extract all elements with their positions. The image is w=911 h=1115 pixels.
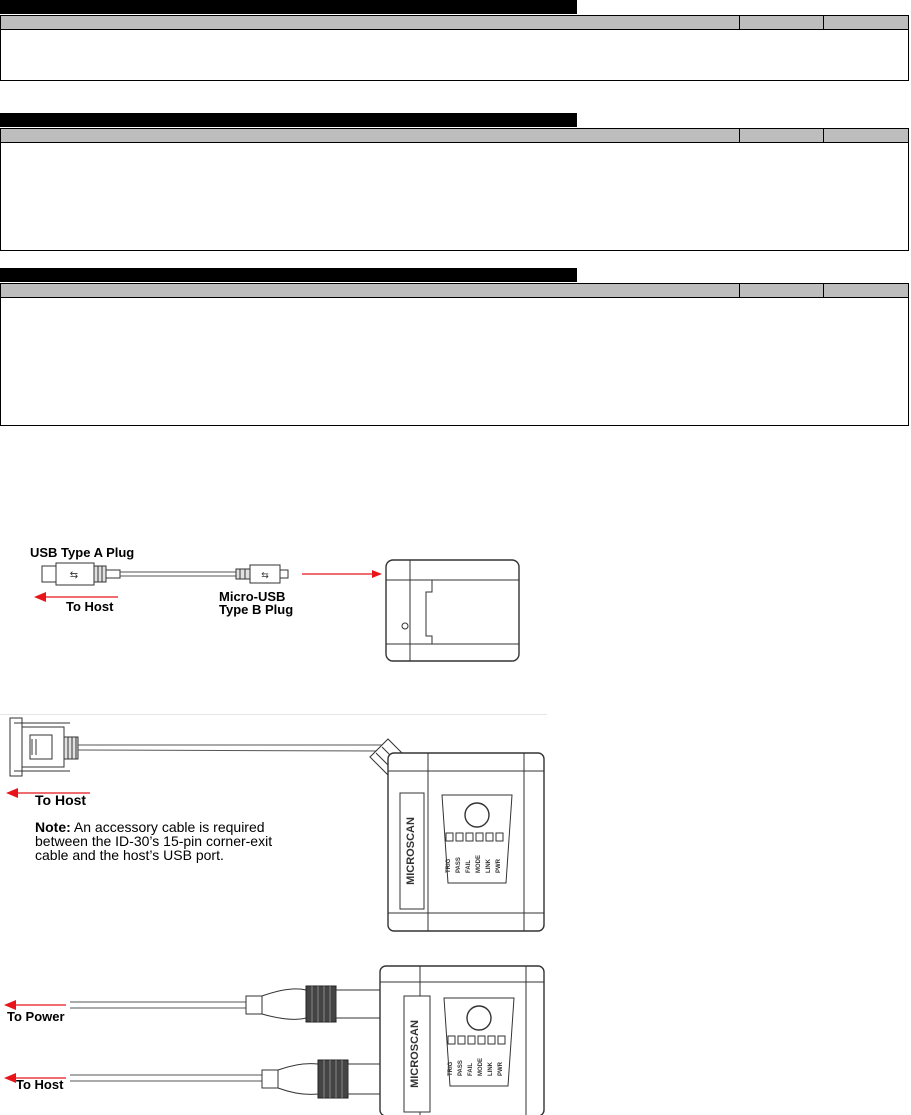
led-indicator <box>488 1036 495 1044</box>
note-line1: An accessory cable is required <box>70 819 265 835</box>
note-bold: Note: <box>35 819 71 835</box>
led-label: MODE <box>478 1058 484 1076</box>
serial-brand-text: MICROSCAN <box>405 817 417 885</box>
led-label: LINK <box>488 1062 494 1076</box>
to-power-label: To Power <box>7 1009 65 1024</box>
led-label: PASS <box>456 857 462 873</box>
header-col-divider <box>739 129 740 142</box>
section-1-title-bar <box>0 0 577 14</box>
section-3-title-bar <box>0 268 577 282</box>
led-indicator <box>446 833 453 841</box>
section-2-title-bar <box>0 113 577 127</box>
usb-cable-drawing <box>0 540 540 670</box>
led-label: LINK <box>486 859 492 873</box>
led-indicator <box>486 833 493 841</box>
led-indicator <box>476 833 483 841</box>
led-indicator <box>456 833 463 841</box>
led-indicator <box>498 1036 505 1044</box>
led-label: PASS <box>458 1060 464 1076</box>
led-label: TRIG <box>446 858 452 873</box>
power-to-host-label: To Host <box>16 1077 64 1092</box>
led-indicator <box>478 1036 485 1044</box>
led-indicator <box>448 1036 455 1044</box>
led-label: MODE <box>476 855 482 873</box>
led-label: FAIL <box>468 1063 474 1076</box>
serial-to-host-label: To Host <box>35 792 87 808</box>
led-label: PWR <box>498 1062 504 1076</box>
header-col-divider <box>823 284 824 297</box>
power-brand-text: MICROSCAN <box>409 1020 421 1088</box>
note-line2: between the ID-30’s 15-pin corner-exit <box>35 833 273 849</box>
usb-to-host-label: To Host <box>66 599 114 614</box>
led-label: PWR <box>496 859 502 873</box>
section-2-header-row <box>0 128 909 143</box>
led-indicator <box>466 833 473 841</box>
section-2-body <box>0 143 909 251</box>
section-3-header-row <box>0 283 909 298</box>
header-col-divider <box>739 284 740 297</box>
section-3-body <box>0 298 909 426</box>
svg-text:⇆: ⇆ <box>261 571 269 581</box>
note-line3: cable and the host’s USB port. <box>35 847 224 863</box>
led-indicator <box>458 1036 465 1044</box>
section-1-header-row <box>0 15 909 30</box>
header-col-divider <box>739 16 740 29</box>
micro-usb-label-line1: Micro-USB <box>219 589 286 604</box>
svg-text:⇆: ⇆ <box>69 570 79 581</box>
led-label: TRIG <box>448 1061 454 1076</box>
serial-cable-drawing <box>0 715 548 935</box>
led-indicator <box>496 833 503 841</box>
usb-type-a-label: USB Type A Plug <box>30 545 135 560</box>
led-label: FAIL <box>466 860 472 873</box>
header-col-divider <box>823 129 824 142</box>
power-cable-drawing <box>0 960 548 1115</box>
section-1-body <box>0 30 909 81</box>
led-indicator <box>468 1036 475 1044</box>
header-col-divider <box>823 16 824 29</box>
micro-usb-label-line2: Type B Plug <box>219 602 294 617</box>
